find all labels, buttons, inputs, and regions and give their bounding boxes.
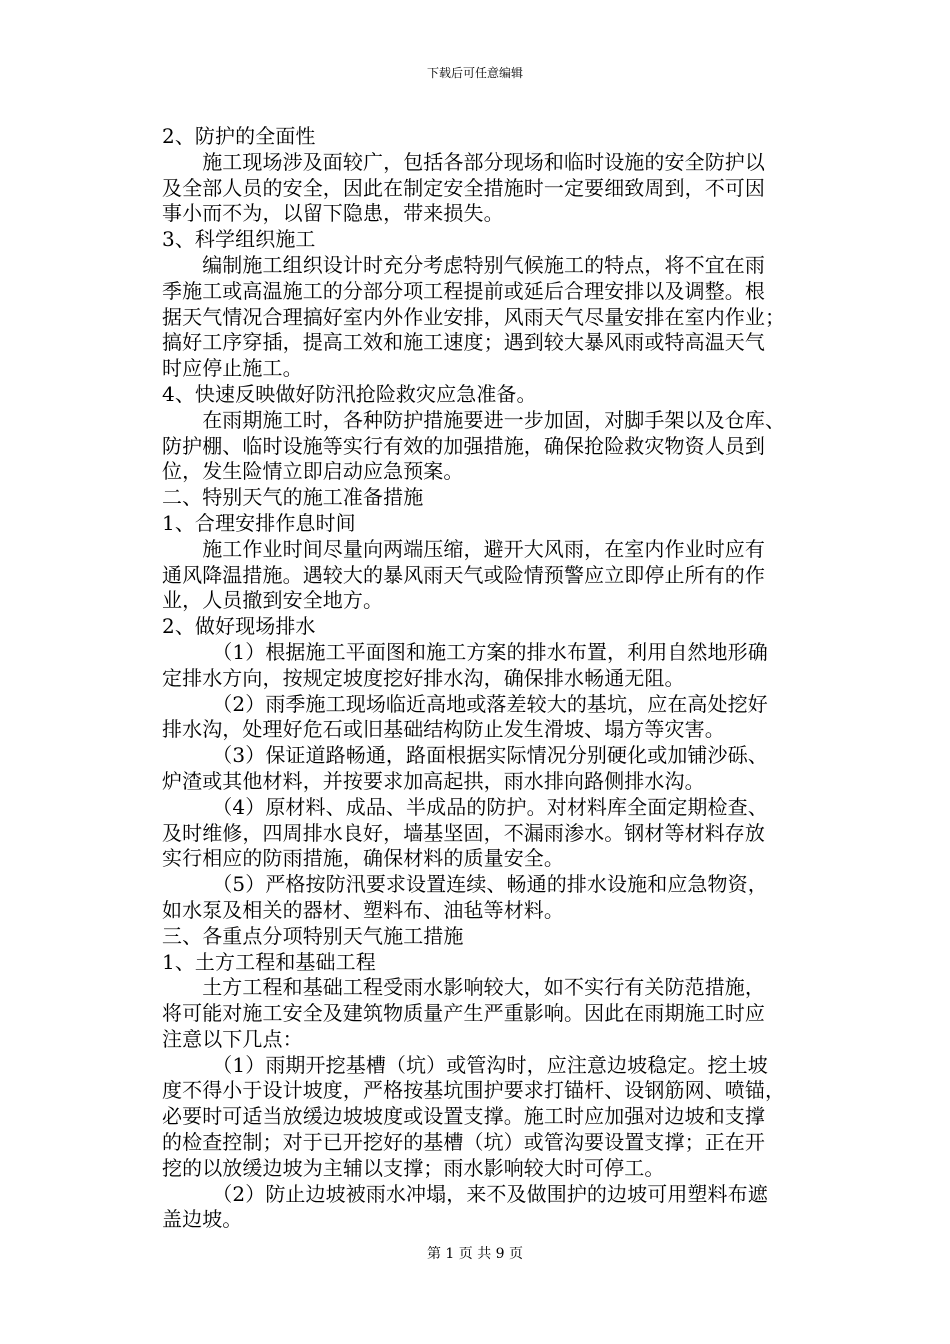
- body-text-line: 三、各重点分项特别天气施工措施: [162, 923, 464, 948]
- body-text-line: 及全部人员的安全，因此在制定安全措施时一定要细致周到，不可因: [162, 175, 765, 200]
- body-text-line: 据天气情况合理搞好室内外作业安排，风雨天气尽量安排在室内作业；: [162, 304, 786, 329]
- body-text-line: 排水沟，处理好危石或旧基础结构防止发生滑坡、塌方等灾害。: [162, 717, 725, 742]
- body-text-line: （5）严格按防汛要求设置连续、畅通的排水设施和应急物资，: [162, 872, 768, 897]
- body-text-line: 炉渣或其他材料，并按要求加高起拱，雨水排向路侧排水沟。: [162, 768, 705, 793]
- body-text-line: 定排水方向，按规定坡度挖好排水沟，确保排水畅通无阻。: [162, 665, 685, 690]
- page-number: 第 1 页 共 9 页: [426, 1246, 524, 1262]
- body-text-line: 盖边坡。: [162, 1207, 243, 1232]
- body-text-line: 的检查控制；对于已开挖好的基槽（坑）或管沟要设置支撑；正在开: [162, 1130, 765, 1155]
- body-text-line: 土方工程和基础工程受雨水影响较大，如不实行有关防范措施，: [162, 975, 765, 1000]
- body-text-line: 2、防护的全面性: [162, 124, 316, 148]
- body-text-line: 及时维修，四周排水良好，墙基坚固，不漏雨渗水。钢材等材料存放: [162, 820, 765, 845]
- body-text-line: 1、土方工程和基础工程: [162, 949, 376, 974]
- body-text-line: 挖的以放缓边坡为主辅以支撑；雨水影响较大时可停工。: [162, 1155, 665, 1180]
- body-text-line: （4）原材料、成品、半成品的防护。对材料库全面定期检查、: [162, 794, 768, 819]
- document-body: [162, 124, 792, 1233]
- body-text-line: 位，发生险情立即启动应急预案。: [162, 459, 464, 484]
- body-text-line: 将可能对施工安全及建筑物质量产生严重影响。因此在雨期施工时应: [162, 1001, 765, 1026]
- body-text-line: 时应停止施工。: [162, 356, 303, 381]
- page-header: 下载后可任意编辑: [426, 66, 523, 80]
- body-text-line: （2）防止边坡被雨水冲塌，来不及做围护的边坡可用塑料布遮: [162, 1181, 768, 1206]
- body-text-line: 季施工或高温施工的分部分项工程提前或延后合理安排以及调整。根: [162, 278, 765, 303]
- body-text-line: 编制施工组织设计时充分考虑特别气候施工的特点，将不宜在雨: [162, 252, 765, 277]
- body-text-line: （2）雨季施工现场临近高地或落差较大的基坑，应在高处挖好: [162, 691, 768, 716]
- body-text-line: 搞好工序穿插，提高工效和施工速度；遇到较大暴风雨或特高温天气: [162, 330, 765, 355]
- body-text-line: 业，人员撤到安全地方。: [162, 588, 384, 613]
- body-text-line: 1、合理安排作息时间: [162, 510, 356, 535]
- body-text-line: 注意以下几点：: [162, 1026, 303, 1051]
- body-text-line: 如水泵及相关的器材、塑料布、油毡等材料。: [162, 897, 564, 922]
- body-text-line: 必要时可适当放缓边坡坡度或设置支撑。施工时应加强对边坡和支撑: [162, 1104, 765, 1129]
- body-text-line: 防护棚、临时设施等实行有效的加强措施，确保抢险救灾物资人员到: [162, 433, 765, 458]
- body-text-line: 施工现场涉及面较广，包括各部分现场和临时设施的安全防护以: [162, 149, 765, 174]
- body-text-line: （1）根据施工平面图和施工方案的排水布置，利用自然地形确: [162, 639, 768, 664]
- body-text-line: （1）雨期开挖基槽（坑）或管沟时，应注意边坡稳定。挖土坡: [162, 1052, 768, 1077]
- body-text-line: （3）保证道路畅通，路面根据实际情况分别硬化或加铺沙砾、: [162, 743, 768, 768]
- body-text-line: 2、做好现场排水: [162, 614, 316, 639]
- body-text-line: 3、科学组织施工: [162, 227, 316, 252]
- body-text-line: 二、特别天气的施工准备措施: [162, 485, 424, 510]
- body-text-line: 实行相应的防雨措施，确保材料的质量安全。: [162, 846, 564, 871]
- body-text-line: 4、快速反映做好防汛抢险救灾应急准备。: [162, 381, 537, 406]
- body-text-line: 通风降温措施。遇较大的暴风雨天气或险情预警应立即停止所有的作: [162, 562, 765, 587]
- body-text-line: 施工作业时间尽量向两端压缩，避开大风雨，在室内作业时应有: [162, 536, 765, 561]
- body-text-line: 在雨期施工时，各种防护措施要进一步加固，对脚手架以及仓库、: [162, 407, 786, 432]
- body-text-line: 度不得小于设计坡度，严格按基坑围护要求打锚杆、设钢筋网、喷锚，: [162, 1078, 786, 1103]
- body-text-line: 事小而不为，以留下隐患，带来损失。: [162, 201, 504, 226]
